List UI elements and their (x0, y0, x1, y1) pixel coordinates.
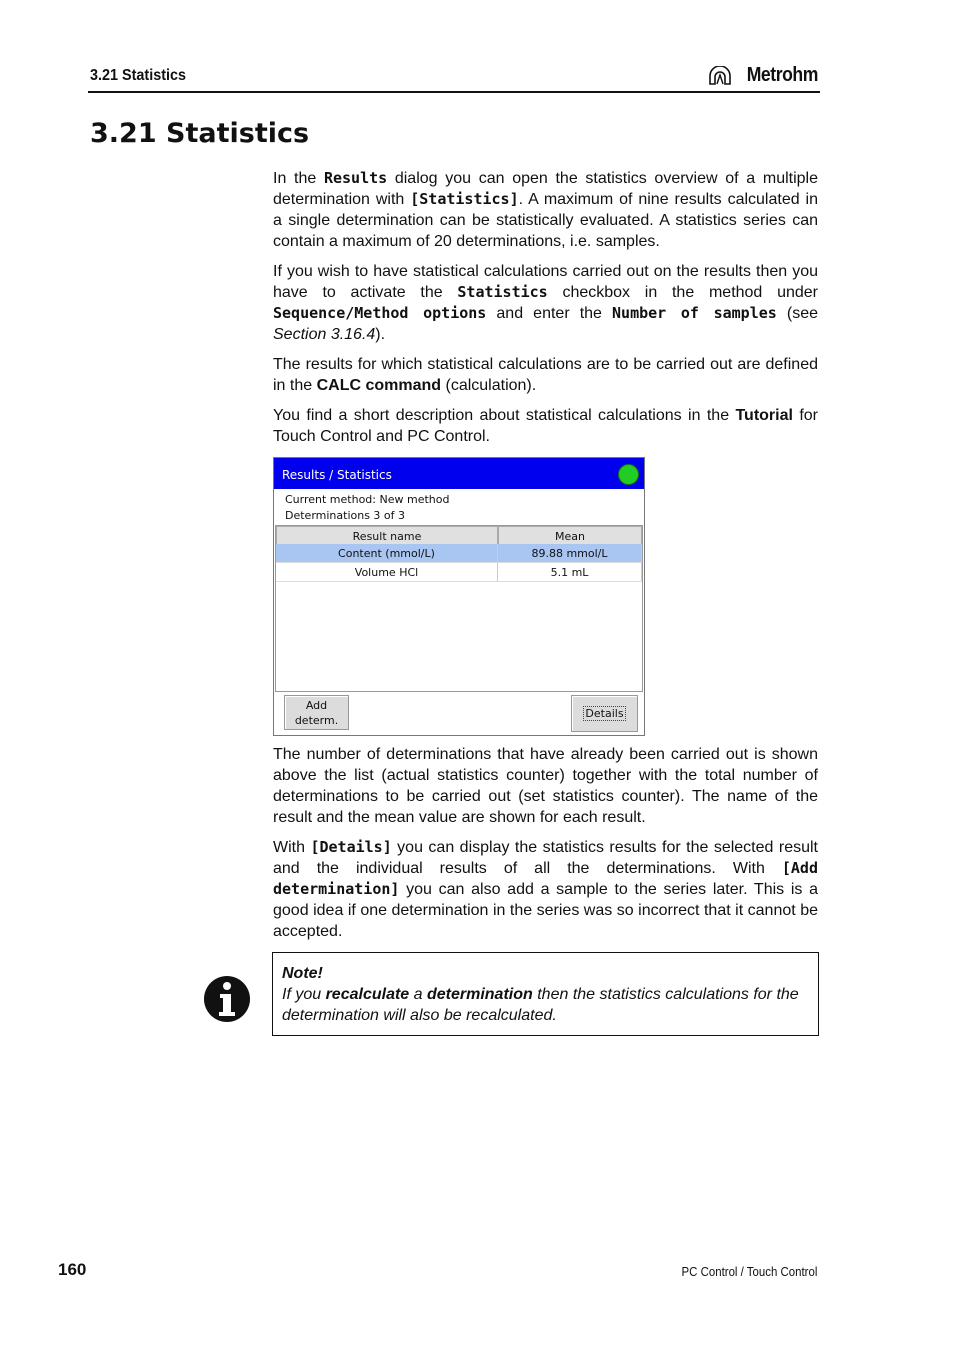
determinations-counter: Determinations 3 of 3 (285, 509, 406, 522)
paragraph-activation: If you wish to have statistical calculations carried out on the results then you have to activate the Statistics checkbox in the method under Sequence/Method options and enter the Number of samples (see Section 3.16.4). (273, 263, 819, 343)
statistics-checkbox-term: Statistics (457, 283, 548, 301)
paragraph-tutorial: You find a short description about statistical calculations in the Tutorial for Touch Control and PC Control. (273, 407, 818, 445)
add-button-label-line1: Add (305, 699, 328, 712)
metrohm-logo-icon (707, 66, 733, 86)
paragraph-details: With [Details] you can display the statistics results for the selected result and the individual results of all the determinations. With [Add determination] you can also add a sample to the series later. This is a good idea if one determination in the series was so incorrect that it cannot be accepted. (273, 838, 818, 940)
note-title: Note! (282, 965, 323, 982)
determination-term: determination (426, 986, 533, 1003)
table-row[interactable] (276, 544, 642, 563)
info-icon (203, 975, 251, 1023)
result-name-cell: Volume HCl (276, 563, 498, 582)
table-header-row (276, 526, 642, 545)
paragraph-counters: The number of determinations that have already been carried out is shown above the list (actual statistics counter) together with the total number of determinations to be carried out (set statistics counter). The name of the result and the mean value are shown for each result. (273, 746, 818, 826)
paragraph-calc: The results for which statistical calculations are to be carried out are defined in the CALC command (calculation). (273, 356, 818, 394)
column-header-result-name[interactable]: Result name (276, 526, 498, 545)
status-indicator-icon (618, 464, 639, 485)
footer-text: PC Control / Touch Control (681, 1264, 817, 1279)
note-box (272, 952, 819, 1036)
recalculate-term: recalculate (325, 986, 410, 1003)
number-of-samples-term: Number of samples (612, 304, 777, 322)
brand-name: Metrohm (746, 64, 818, 86)
mean-cell: 5.1 mL (498, 563, 642, 582)
table-row[interactable] (276, 563, 642, 582)
dialog-title-bar (274, 458, 644, 489)
section-reference: Section 3.16.4 (273, 326, 376, 343)
results-table (275, 525, 643, 692)
details-button-term: [Details] (310, 838, 392, 856)
result-name-cell: Content (mmol/L) (276, 544, 498, 563)
sequence-method-options-term: Sequence/Method options (273, 304, 487, 322)
add-determination-term: [Add determination] (273, 859, 818, 898)
dialog-title: Results / Statistics (282, 468, 392, 482)
dialog-info (285, 492, 449, 524)
brand (707, 64, 818, 87)
tutorial-term: Tutorial (735, 407, 793, 424)
section-heading: 3.21 Statistics (90, 118, 310, 149)
current-method-label: Current method: New method (285, 493, 450, 506)
details-button-label: Details (585, 707, 624, 720)
note-text: Note! If you recalculate a determination then the statistics calculations for the determination will also be recalculated. (282, 965, 799, 1024)
column-header-mean[interactable]: Mean (498, 526, 642, 545)
details-button[interactable] (571, 695, 638, 732)
results-statistics-dialog (273, 457, 645, 736)
add-button-label-line2: determ. (294, 714, 339, 727)
page-number: 160 (58, 1260, 87, 1279)
header-rule (88, 91, 820, 93)
results-term: Results (323, 169, 388, 187)
paragraph-intro: In the Results dialog you can open the statistics overview of a multiple determination with [Statistics]. A maximum of nine results calculated in a single determination can be statistically evaluated. A statistics series can contain a maximum of 20 determinations, i.e. samples. (273, 169, 818, 250)
calc-command-term: CALC command (316, 377, 442, 394)
add-determination-button[interactable] (284, 695, 349, 730)
mean-cell: 89.88 mmol/L (498, 544, 642, 563)
statistics-button-term: [Statistics] (410, 190, 519, 208)
running-header: 3.21 Statistics (90, 67, 187, 84)
